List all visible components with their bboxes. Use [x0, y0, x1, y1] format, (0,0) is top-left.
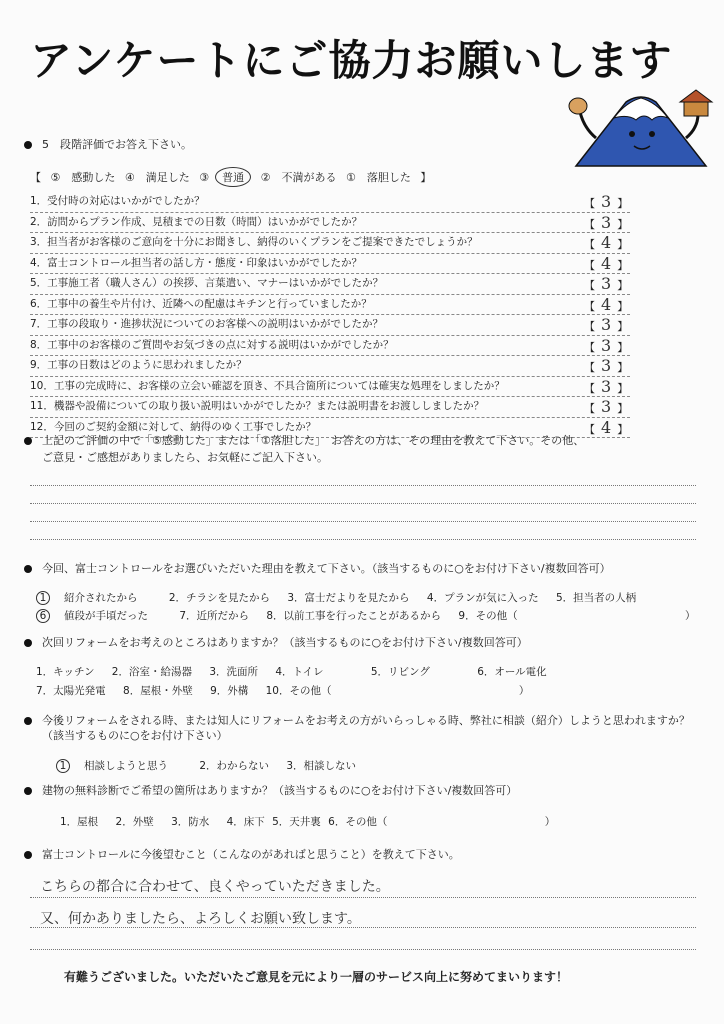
- question-row: 2．訪問からプラン作成、見積までの日数（時間）はいかがでしたか？ 【 3 】: [30, 212, 629, 232]
- page-title: アンケートにご協力お願いします: [30, 36, 673, 85]
- question-row: 11．機器や設備についての取り扱い説明はいかがでしたか？または説明書をお渡ししましたか？ 【 3 】: [30, 397, 629, 416]
- answer-line[interactable]: [30, 926, 696, 928]
- question-row: 10．工事の完成時に、お客様の立会い確認を頂き、不具合箇所については確実な処理をしましたか？ 【 3 】: [30, 376, 629, 396]
- bullet-icon: [24, 639, 32, 647]
- comment-prompt: 上記のご評価の中で「⑤感動した」または「①落胆した」 お答えの方は、その理由を教えて下さい。その他、: [24, 432, 584, 448]
- diag-option-other[interactable]: 6．その他（: [328, 816, 388, 828]
- question-row: 7．工事の段取り・進捗状況についてのお客様への説明はいかがでしたか？ 【 3 】: [30, 315, 629, 334]
- rating-questions: [30, 192, 630, 438]
- reason-question: 今回、富士コントロールをお選びいただいた理由を教えて下さい。（該当するものに○をお付け下さい/複数回答可）: [24, 560, 611, 576]
- reason-option-6[interactable]: 6 値段が手頃だった: [36, 610, 162, 622]
- reason-option[interactable]: 5．担当者の人柄: [555, 592, 637, 604]
- answer-line[interactable]: [30, 896, 696, 898]
- handwritten-answer: こちらの都合に合わせて、良くやっていただきました。: [40, 879, 390, 895]
- question-row: 6．工事中の養生や片付け、近隣への配慮はキチンと行っていましたか？ 【 4 】: [30, 294, 629, 314]
- mountain-mascot-icon: [566, 88, 716, 168]
- next-option[interactable]: 2．浴室・給湯器: [111, 666, 192, 678]
- answer-box[interactable]: 【 4 】: [584, 253, 629, 273]
- reason-option-1[interactable]: 1 紹介されたから: [36, 592, 152, 604]
- next-option[interactable]: 7．太陽光発電: [36, 685, 106, 697]
- consult-option[interactable]: 3．相談しない: [286, 760, 357, 772]
- comment-line[interactable]: [30, 520, 696, 522]
- diag-option[interactable]: 1．屋根: [60, 816, 99, 828]
- next-options-row: 7．太陽光発電 8．屋根・外壁 9．外構 10．その他（ ）: [36, 685, 530, 697]
- circled-scale-option: 普通: [215, 167, 251, 187]
- consult-question: 今後リフォームをされる時、または知人にリフォームをお考えの方がいらっしゃる時、弊社に相談（紹介）しようと思われますか？: [24, 712, 690, 728]
- next-option[interactable]: 8．屋根・外壁: [123, 685, 193, 697]
- question-row: 4．富士コントロール担当者の話し方・態度・印象はいかがでしたか？ 【 4 】: [30, 253, 629, 273]
- consult-option-1[interactable]: 1 相談しようと思う: [56, 760, 182, 772]
- bullet-icon: [24, 787, 32, 795]
- question-row: 9．工事の日数はどのように思われましたか？ 【 3 】: [30, 356, 629, 375]
- reason-option[interactable]: 3．富士だよりを見たから: [287, 592, 410, 604]
- question-row: 5．工事施工者（職人さん）の挨拶、言葉遣い、マナーはいかがでしたか？ 【 3 】: [30, 274, 629, 293]
- question-row: 3．担当者がお客様のご意向を十分にお聞きし、納得のいくプランをご提案できたでしょうか？ 【 4 】: [30, 233, 629, 252]
- next-option[interactable]: 6．オール電化: [477, 666, 547, 678]
- answer-box[interactable]: 【 3 】: [584, 315, 629, 334]
- next-option[interactable]: 3．洗面所: [209, 666, 259, 678]
- next-option[interactable]: 9．外構: [210, 685, 249, 697]
- reason-options-row: 6 値段が手頃だった 7．近所だから 8．以前工事を行ったことがあるから 9．その他（ ）: [36, 608, 709, 623]
- comment-prompt-cont: ご意見・ご感想がありましたら、お気軽にご記入下さい。: [42, 451, 328, 464]
- bullet-icon: [24, 565, 32, 573]
- answer-box[interactable]: 【 3 】: [584, 192, 629, 211]
- answer-box[interactable]: 【 3 】: [584, 335, 629, 355]
- comment-line[interactable]: [30, 502, 696, 504]
- next-reform-question: 次回リフォームをお考えのところはありますか？（該当するものに○をお付け下さい/複数回答可）: [24, 634, 528, 650]
- rating-heading: 5 段階評価でお答え下さい。: [24, 136, 192, 152]
- rating-scale-legend: 【 ⑤ 感動した ④ 満足した ③ 普通 ② 不満がある ① 落胆した 】: [30, 167, 437, 187]
- next-option[interactable]: 1．キッチン: [36, 666, 95, 678]
- consult-option[interactable]: 2．わからない: [199, 760, 270, 772]
- consult-question-cont: （該当するものに○をお付け下さい）: [42, 729, 228, 742]
- answer-box[interactable]: 【 3 】: [584, 376, 629, 396]
- bullet-icon: [24, 141, 32, 149]
- thank-you-footer: 有難うございました。いただいたご意見を元により一層のサービス向上に努めてまいります！: [64, 970, 569, 984]
- question-row: 12．今回のご契約金額に対して、納得のゆく工事でしたか？ 【 4 】: [30, 417, 629, 437]
- bullet-icon: [24, 851, 32, 859]
- reason-option[interactable]: 7．近所だから: [179, 610, 250, 622]
- answer-box[interactable]: 【 3 】: [584, 397, 629, 416]
- comment-line[interactable]: [30, 484, 696, 486]
- diag-option[interactable]: 3．防水: [171, 816, 210, 828]
- next-option[interactable]: 5．リビング: [370, 666, 430, 678]
- consult-options-row: [56, 758, 370, 773]
- diagnosis-options-row: 1．屋根 2．外壁 3．防水 4．床下 5．天井裏 6．その他（ ）: [60, 816, 556, 828]
- bullet-icon: [24, 437, 32, 445]
- next-options-row: [36, 664, 561, 679]
- next-option-other[interactable]: 10．その他（: [265, 685, 332, 697]
- answer-line[interactable]: [30, 948, 696, 950]
- bullet-icon: [24, 717, 32, 725]
- question-row: 8．工事中のお客様のご質問やお気づきの点に対する説明はいかがでしたか？ 【 3 】: [30, 335, 629, 355]
- wish-question: 富士コントロールに今後望むこと（こんなのがあればと思うこと）を教えて下さい。: [24, 846, 460, 862]
- reason-option[interactable]: 2．チラシを見たから: [168, 592, 271, 604]
- next-option[interactable]: 4．トイレ: [275, 666, 324, 678]
- diag-option[interactable]: 5．天井裏: [272, 816, 321, 828]
- answer-box[interactable]: 【 3 】: [584, 212, 629, 232]
- question-row: 1．受付時の対応はいかがでしたか？ 【 3 】: [30, 192, 629, 211]
- handwritten-answer: 又、何かありましたら、よろしくお願い致します。: [40, 911, 361, 927]
- reason-options-row: [36, 590, 650, 605]
- diagnosis-question: 建物の無料診断でご希望の箇所はありますか？（該当するものに○をお付け下さい/複数回答可）: [24, 782, 517, 798]
- answer-box[interactable]: 【 3 】: [584, 274, 629, 293]
- answer-box[interactable]: 【 4 】: [584, 294, 629, 314]
- reason-option[interactable]: 8．以前工事を行ったことがあるから: [266, 610, 442, 622]
- answer-box[interactable]: 【 4 】: [584, 233, 629, 252]
- reason-option-other[interactable]: 9．その他（: [458, 610, 518, 622]
- diag-option[interactable]: 2．外壁: [115, 816, 154, 828]
- comment-line[interactable]: [30, 538, 696, 540]
- answer-box[interactable]: 【 4 】: [584, 417, 629, 437]
- diag-option[interactable]: 4．床下: [226, 816, 265, 828]
- reason-option[interactable]: 4．プランが気に入った: [426, 592, 539, 604]
- answer-box[interactable]: 【 3 】: [584, 356, 629, 375]
